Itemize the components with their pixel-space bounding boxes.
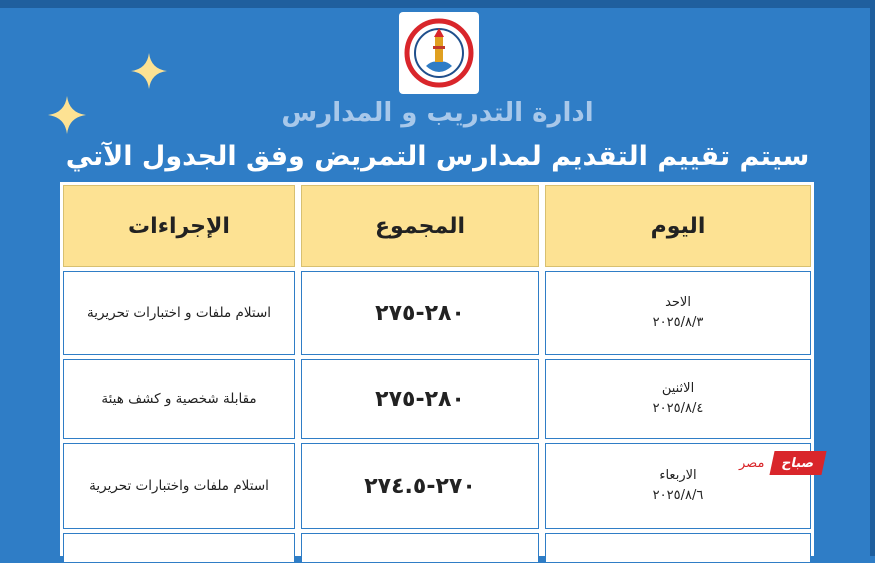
table-row-1-actions: استلام ملفات و اختبارات تحريرية [63,271,295,355]
table-row-1-day [545,271,811,355]
department-heading: ادارة التدريب و المدارس [281,98,594,128]
column-header-day [545,185,811,267]
column-header-actions-label: الإجراءات [128,213,230,239]
column-header-actions [63,185,295,267]
day-date: ٢٠٢٥/٨/٦ [652,488,704,503]
day-date: ٢٠٢٥/٨/٣ [652,315,704,330]
column-header-day-label: اليوم [650,213,706,239]
column-header-total-label: المجموع [375,213,465,239]
table-row-4-actions [63,533,295,563]
table-row-2-total: ٢٨٠-٢٧٥ [301,359,539,439]
sparkle-star-icon [131,53,167,89]
column-header-total [301,185,539,267]
watermark-brand [770,451,827,475]
table-row-4-day [545,533,811,563]
day-date: ٢٠٢٥/٨/٤ [652,401,704,416]
right-border [870,0,875,556]
day-name: الاحد [665,295,691,310]
watermark-suffix: مصر [731,451,772,475]
top-border [0,0,875,8]
table-row-1-total: ٢٨٠-٢٧٥ [301,271,539,355]
organization-logo [399,12,479,94]
table-row-4-total [301,533,539,563]
table-row-2-day [545,359,811,439]
day-name: الاثنين [661,381,695,396]
logo-emblem-icon [402,16,476,90]
day-name: الاربعاء [659,468,697,483]
watermark-brand-label: صباح [780,455,817,471]
schedule-table [60,182,817,556]
watermark-badge [731,451,825,475]
table-row-3-actions: استلام ملفات واختبارات تحريرية [63,443,295,529]
table-row-2-actions: مقابلة شخصية و كشف هيئة [63,359,295,439]
page-title: سيتم تقييم التقديم لمدارس التمريض وفق الجدول الآتي [65,141,810,172]
table-row-3-total: ٢٧٠-٢٧٤.٥ [301,443,539,529]
